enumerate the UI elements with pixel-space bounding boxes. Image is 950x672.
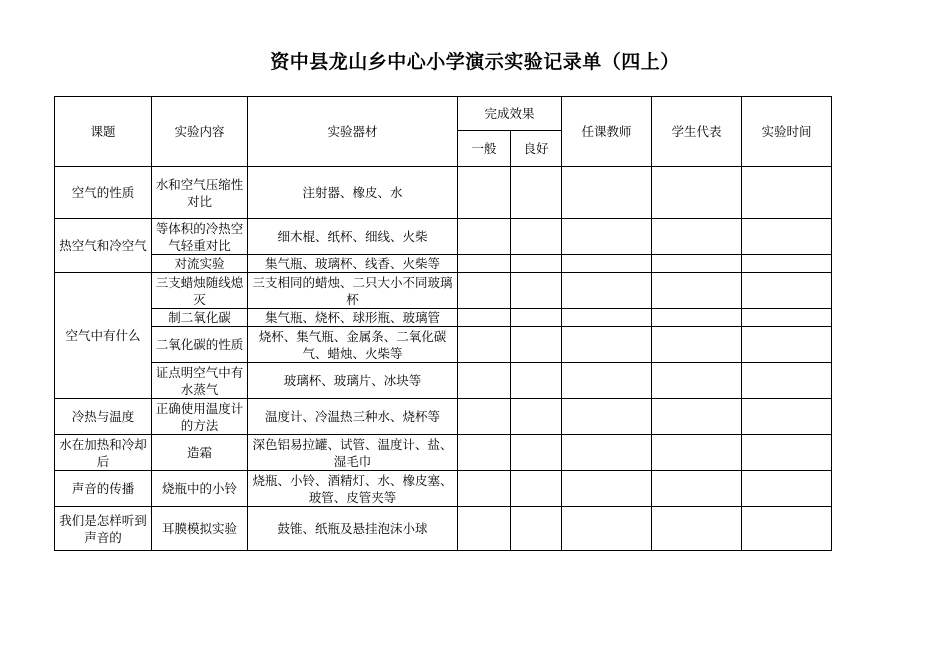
cell-effect-good[interactable] — [511, 327, 562, 363]
cell-student-rep[interactable] — [652, 167, 742, 219]
cell-effect-general[interactable] — [458, 255, 511, 273]
cell-effect-good[interactable] — [511, 273, 562, 309]
table-row — [55, 255, 832, 273]
cell-equipment: 鼓锥、纸瓶及悬挂泡沫小球 — [248, 507, 458, 551]
cell-time[interactable] — [742, 471, 832, 507]
cell-content: 证点明空气中有水蒸气 — [152, 363, 248, 399]
table-row — [55, 363, 832, 399]
cell-effect-good[interactable] — [511, 399, 562, 435]
cell-topic: 热空气和冷空气 — [55, 219, 152, 273]
cell-equipment: 烧杯、集气瓶、金属条、二氧化碳气、蜡烛、火柴等 — [248, 327, 458, 363]
cell-effect-good[interactable] — [511, 255, 562, 273]
cell-topic: 冷热与温度 — [55, 399, 152, 435]
cell-student-rep[interactable] — [652, 327, 742, 363]
cell-content: 对流实验 — [152, 255, 248, 273]
cell-effect-good[interactable] — [511, 471, 562, 507]
cell-equipment: 集气瓶、玻璃杯、线香、火柴等 — [248, 255, 458, 273]
cell-content: 正确使用温度计的方法 — [152, 399, 248, 435]
table-row — [55, 399, 832, 435]
cell-student-rep[interactable] — [652, 471, 742, 507]
cell-effect-good[interactable] — [511, 167, 562, 219]
cell-effect-general[interactable] — [458, 309, 511, 327]
cell-content: 造霜 — [152, 435, 248, 471]
cell-equipment: 烧瓶、小铃、酒精灯、水、橡皮塞、玻管、皮管夹等 — [248, 471, 458, 507]
table-row — [55, 435, 832, 471]
cell-content: 三支蜡烛随线熄灭 — [152, 273, 248, 309]
table-row — [55, 327, 832, 363]
table-row — [55, 507, 832, 551]
cell-equipment: 玻璃杯、玻璃片、冰块等 — [248, 363, 458, 399]
cell-content: 耳膜模拟实验 — [152, 507, 248, 551]
cell-time[interactable] — [742, 167, 832, 219]
cell-teacher[interactable] — [562, 273, 652, 309]
cell-topic: 声音的传播 — [55, 471, 152, 507]
cell-student-rep[interactable] — [652, 507, 742, 551]
cell-teacher[interactable] — [562, 471, 652, 507]
cell-student-rep[interactable] — [652, 255, 742, 273]
header-topic: 课题 — [55, 97, 152, 167]
cell-effect-general[interactable] — [458, 327, 511, 363]
cell-topic: 空气的性质 — [55, 167, 152, 219]
cell-student-rep[interactable] — [652, 363, 742, 399]
page-title: 资中县龙山乡中心小学演示实验记录单（四上） — [270, 51, 680, 73]
cell-effect-general[interactable] — [458, 399, 511, 435]
cell-equipment: 温度计、冷温热三种水、烧杯等 — [248, 399, 458, 435]
cell-teacher[interactable] — [562, 255, 652, 273]
cell-teacher[interactable] — [562, 507, 652, 551]
cell-time[interactable] — [742, 399, 832, 435]
cell-student-rep[interactable] — [652, 309, 742, 327]
experiment-record-table — [54, 96, 832, 551]
table-row — [55, 273, 832, 309]
header-time: 实验时间 — [742, 97, 832, 167]
cell-time[interactable] — [742, 309, 832, 327]
header-effect: 完成效果 — [458, 97, 562, 131]
cell-student-rep[interactable] — [652, 219, 742, 255]
cell-effect-general[interactable] — [458, 167, 511, 219]
cell-content: 水和空气压缩性对比 — [152, 167, 248, 219]
header-teacher: 任课教师 — [562, 97, 652, 167]
cell-teacher[interactable] — [562, 327, 652, 363]
cell-content: 等体积的冷热空气轻重对比 — [152, 219, 248, 255]
cell-teacher[interactable] — [562, 399, 652, 435]
cell-time[interactable] — [742, 435, 832, 471]
cell-effect-general[interactable] — [458, 219, 511, 255]
cell-teacher[interactable] — [562, 219, 652, 255]
table-row — [55, 219, 832, 255]
cell-equipment: 三支相同的蜡烛、二只大小不同玻璃杯 — [248, 273, 458, 309]
cell-effect-good[interactable] — [511, 219, 562, 255]
cell-content: 制二氧化碳 — [152, 309, 248, 327]
cell-time[interactable] — [742, 273, 832, 309]
cell-time[interactable] — [742, 327, 832, 363]
cell-effect-general[interactable] — [458, 471, 511, 507]
cell-teacher[interactable] — [562, 363, 652, 399]
cell-effect-general[interactable] — [458, 273, 511, 309]
cell-equipment: 深色铝易拉罐、试管、温度计、盐、湿毛巾 — [248, 435, 458, 471]
cell-effect-general[interactable] — [458, 507, 511, 551]
header-equipment: 实验器材 — [248, 97, 458, 167]
cell-student-rep[interactable] — [652, 399, 742, 435]
cell-effect-good[interactable] — [511, 309, 562, 327]
cell-topic: 水在加热和冷却后 — [55, 435, 152, 471]
cell-effect-good[interactable] — [511, 363, 562, 399]
cell-effect-good[interactable] — [511, 507, 562, 551]
cell-topic: 空气中有什么 — [55, 273, 152, 399]
cell-equipment: 集气瓶、烧杯、球形瓶、玻璃管 — [248, 309, 458, 327]
cell-time[interactable] — [742, 219, 832, 255]
table-row — [55, 309, 832, 327]
cell-time[interactable] — [742, 255, 832, 273]
table-row — [55, 471, 832, 507]
cell-equipment: 细木棍、纸杯、细线、火柴 — [248, 219, 458, 255]
header-content: 实验内容 — [152, 97, 248, 167]
cell-student-rep[interactable] — [652, 273, 742, 309]
cell-equipment: 注射器、橡皮、水 — [248, 167, 458, 219]
cell-effect-general[interactable] — [458, 435, 511, 471]
cell-student-rep[interactable] — [652, 435, 742, 471]
table-row — [55, 167, 832, 219]
header-effect-general: 一般 — [458, 131, 511, 167]
cell-teacher[interactable] — [562, 435, 652, 471]
cell-content: 二氧化碳的性质 — [152, 327, 248, 363]
cell-time[interactable] — [742, 363, 832, 399]
cell-content: 烧瓶中的小铃 — [152, 471, 248, 507]
cell-topic: 我们是怎样听到声音的 — [55, 507, 152, 551]
cell-effect-general[interactable] — [458, 363, 511, 399]
cell-effect-good[interactable] — [511, 435, 562, 471]
cell-time[interactable] — [742, 507, 832, 551]
header-effect-good: 良好 — [511, 131, 562, 167]
cell-teacher[interactable] — [562, 167, 652, 219]
cell-teacher[interactable] — [562, 309, 652, 327]
header-student-rep: 学生代表 — [652, 97, 742, 167]
